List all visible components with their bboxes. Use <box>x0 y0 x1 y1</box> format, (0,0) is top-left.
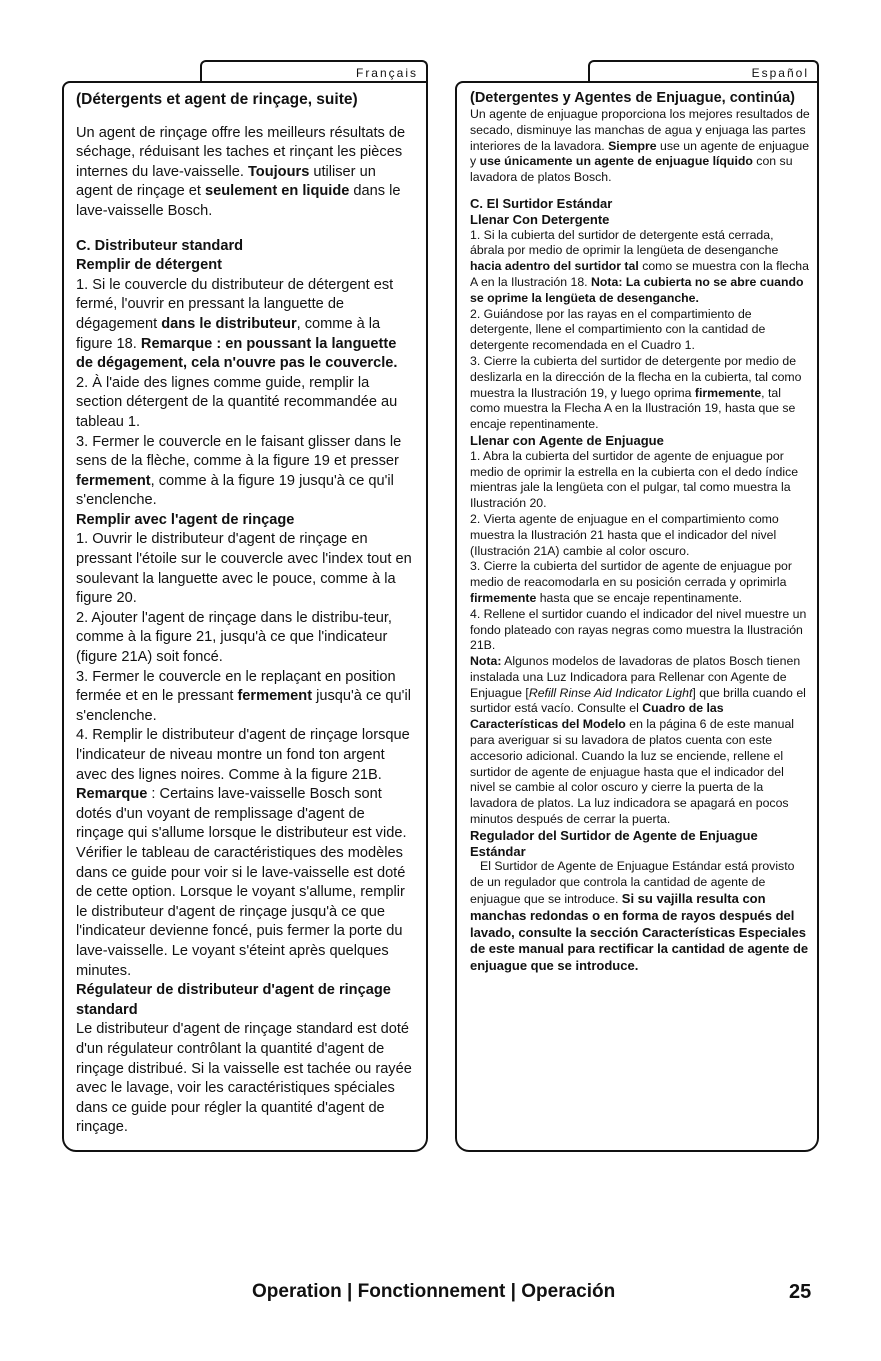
spanish-rinse-step-1: 1. Abra la cubierta del surtidor de agente de enjuague por medio de oprimir la estrella en la cubierta con el dedo índice mientras jale la lengüeta con el pulgar, tal como muestra la Ilustración 20. <box>470 448 799 511</box>
french-rinse-step-2: 2. Ajouter l'agent de rinçage dans le distribu-teur, comme à la figure 21, jusqu'à ce que l'indicateur (figure 21A) soit foncé. <box>76 609 392 666</box>
french-fill-detergent-heading: Remplir de détergent <box>76 257 222 274</box>
french-note: Remarque : Certains lave-vaisselle Bosch sont dotés d'un voyant de remplissage d'agent de rinçage qui s'allume lorsque le distributeur est vide. Vérifier le tableau de caractéristiques des modèles dans ce guide pour voir si le lave-vaisselle est doté de cette option. Lorsque le voyant s'allume, remplir le distributeur d'agent de rinçage jusqu'à ce que l'indicateur devienne foncé, puis fermer la porte du lave-vaisselle. Le voyant s'éteint après quelques minutes. <box>76 786 407 979</box>
spanish-fill-rinse-heading: Llenar con Agente de Enjuague <box>470 432 664 448</box>
french-rinse-step-3: 3. Fermer le couvercle en le replaçant en position fermée et en le pressant fermement jusqu'à ce qu'il s'enclenche. <box>76 668 411 724</box>
french-step-2: 2. À l'aide des lignes comme guide, remplir la section détergent de la quantité recommandée au tableau 1. <box>76 374 398 430</box>
spanish-rinse-step-3: 3. Cierre la cubierta del surtidor de agente de enjuague por medio de reacomodarla en su posición cerrada y oprimirla firmemente hasta que se encaje repentinamente. <box>470 559 792 605</box>
french-fill-rinse-heading: Remplir avec l'agent de rinçage <box>76 511 295 528</box>
spanish-rinse-step-4: 4. Rellene el surtidor cuando el indicador del nivel muestre un fondo plateado con rayas negras como muestra la Ilustración 21B. <box>470 606 807 653</box>
spanish-regulator-heading: Regulador del Surtidor de Agente de Enjuague Estándar <box>470 827 758 859</box>
spanish-fill-detergent-heading: Llenar Con Detergente <box>470 211 610 227</box>
page-footer <box>0 1281 881 1309</box>
spanish-regulator-text: El Surtidor de Agente de Enjuague Estándar está provisto de un regulador que controla la cantidad de agente de enjuague que se introduce. Si su vajilla resulta con manchas redondas o en forma de rayos después del lavado, consulte la sección Características Especiales de este manual para rectificar la cantidad de agente de enjuague que se introduce. <box>470 859 809 974</box>
spanish-intro: Un agente de enjuague proporciona los mejores resultados de secado, disminuye las manchas de agua y enjuaga las partes interiores de la lavadora. Siempre use un agente de enjuague y use únicamente un agente de enjuague líquido con su lavadora de platos Bosch. <box>470 107 810 185</box>
spanish-heading: (Detergentes y Agentes de Enjuague, continúa) <box>470 90 795 106</box>
french-heading: (Détergents et agent de rinçage, suite) <box>76 91 358 108</box>
french-column <box>76 90 414 1138</box>
spanish-section-c: C. El Surtidor Estándar <box>470 195 613 211</box>
french-intro: Un agent de rinçage offre les meilleurs résultats de séchage, réduisant les taches et rinçant les pièces internes du lave-vaisselle. Toujours utiliser un agent de rinçage et seulement en liquide dans le lave-vaisselle Bosch. <box>76 124 406 219</box>
french-step-1: 1. Si le couvercle du distributeur de détergent est fermé, l'ouvrir en pressant la languette de dégagement dans le distributeur, comme à la figure 18. Remarque : en poussant la languette de dégagement, cela n'ouvre pas le couvercle. <box>76 276 398 372</box>
spanish-step-2: 2. Guiándose por las rayas en el compartimiento de detergente, llene el compartimiento con la cantidad de detergente recomendada en el Cuadro 1. <box>470 306 766 353</box>
spanish-rinse-step-2: 2. Vierta agente de enjuague en el compartimiento como muestra la Ilustración 21 hasta que el indicador del nivel (Ilustración 21A) cambie al color oscuro. <box>470 511 779 558</box>
page-number: 25 <box>789 1281 812 1303</box>
french-rinse-step-4: 4. Remplir le distributeur d'agent de rinçage lorsque l'indicateur de niveau montre un fond ton argent avec des lignes noires. Comme à la figure 21B. <box>76 727 410 783</box>
french-rinse-step-1: 1. Ouvrir le distributeur d'agent de rinçage en pressant l'étoile sur le couvercle avec l'index tout en soulevant la languette avec le pouce, comme à la figure 20. <box>76 531 412 607</box>
spanish-language-tab: Español <box>588 60 819 82</box>
french-step-3: 3. Fermer le couvercle en le faisant glisser dans le sens de la flèche, comme à la figure 19 et presser fermement, comme à la figure 19 jusqu'à ce qu'il s'enclenche. <box>76 433 402 509</box>
spanish-column <box>470 90 810 975</box>
spanish-step-1: 1. Si la cubierta del surtidor de detergente está cerrada, ábrala por medio de oprimir la lengüeta de desenganche hacia adentro del surtidor tal como se muestra con la flecha A en la Ilustración 18. Nota: La cubierta no se abre cuando se oprime la lengüeta de desenganche. <box>470 227 809 305</box>
french-section-c: C. Distributeur standard <box>76 237 244 254</box>
footer-title: Operation | Fonctionnement | Operación <box>252 1281 616 1302</box>
french-regulator-heading: Régulateur de distributeur d'agent de rinçage standard <box>76 982 391 1018</box>
spanish-note: Nota: Algunos modelos de lavadoras de platos Bosch tienen instalada una Luz Indicadora para Rellenar con Agente de Enjuague [Refill Rinse Aid Indicator Light] que brilla cuando el surtidor está vacío. Consulte el Cuadro de las Características del Modelo en la página 6 de este manual para averiguar si su lavadora de platos cuenta con este accesorio adicional. Cuando la luz se enciende, rellene el surtidor de agente de enjuague hasta que el indicador del nivel se cambie al color oscuro y cierre la puerta de la lavadora de platos. La luz indicadora se apagará en pocos minutos después de cerrar la puerta. <box>470 654 806 827</box>
french-regulator-text: Le distributeur d'agent de rinçage standard est doté d'un régulateur contrôlant la quantité d'agent de rinçage distribué. Si la vaisselle est tachée ou rayée avec le lavage, voir les caractéristiques spéciales dans ce guide pour régler la quantité d'agent de rinçage. <box>76 1021 412 1136</box>
french-language-tab: Français <box>200 60 428 82</box>
spanish-step-3: 3. Cierre la cubierta del surtidor de detergente por medio de deslizarla en la dirección de la flecha en la cubierta, tal como muestra la Ilustración 19, y luego oprima firmemente, tal como muestra la Flecha A en la Ilustración 19, hasta que se encaje repentinamente. <box>470 353 802 432</box>
